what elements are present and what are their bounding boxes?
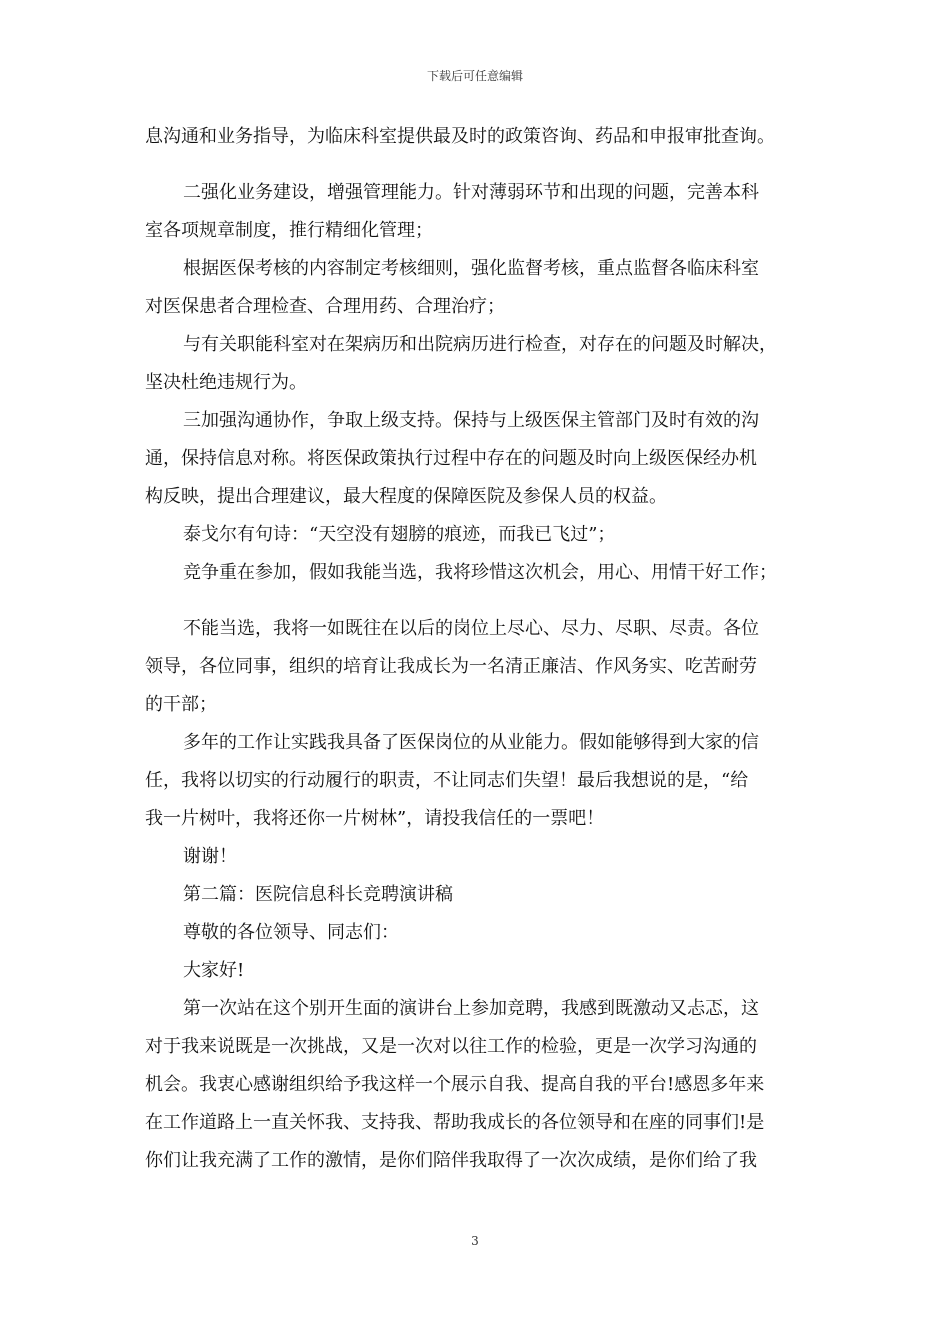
text-line: 根据医保考核的内容制定考核细则，强化监督考核，重点监督各临床科室	[183, 258, 759, 279]
document-body	[145, 118, 825, 1180]
text-line: 谢谢！	[183, 846, 237, 867]
text-line: 不能当选，我将一如既往在以后的岗位上尽心、尽力、尽职、尽责。各位	[183, 618, 759, 639]
paragraph-gap	[145, 156, 825, 174]
text-line: 大家好!	[183, 960, 245, 981]
text-line: 的干部；	[145, 694, 217, 715]
text-line: 领导，各位同事，组织的培育让我成长为一名清正廉洁、作风务实、吃苦耐劳	[145, 656, 757, 677]
page-number: 3	[471, 1234, 479, 1248]
text-line: 多年的工作让实践我具备了医保岗位的从业能力。假如能够得到大家的信	[183, 732, 759, 753]
text-line: 与有关职能科室对在架病历和出院病历进行检查，对存在的问题及时解决，	[183, 334, 777, 355]
text-line: 机会。我衷心感谢组织给予我这样一个展示自我、提高自我的平台!感恩多年来	[145, 1074, 765, 1095]
text-line: 通，保持信息对称。将医保政策执行过程中存在的问题及时向上级医保经办机	[145, 448, 757, 469]
text-line: 息沟通和业务指导，为临床科室提供最及时的政策咨询、药品和申报审批查询。	[145, 126, 775, 147]
text-line: 任，我将以切实的行动履行的职责，不让同志们失望！最后我想说的是，“给	[145, 770, 749, 791]
text-line: 对于我来说既是一次挑战，又是一次对以往工作的检验，更是一次学习沟通的	[145, 1036, 757, 1057]
text-line: 二强化业务建设，增强管理能力。针对薄弱环节和出现的问题，完善本科	[183, 182, 759, 203]
paragraph-gap	[145, 592, 825, 610]
text-line: 泰戈尔有句诗：“天空没有翅膀的痕迹，而我已飞过”；	[183, 524, 616, 545]
text-line: 在工作道路上一直关怀我、支持我、帮助我成长的各位领导和在座的同事们!是	[145, 1112, 765, 1133]
text-line: 你们让我充满了工作的激情，是你们陪伴我取得了一次次成绩，是你们给了我	[145, 1150, 757, 1171]
text-line: 对医保患者合理检查、合理用药、合理治疗；	[145, 296, 505, 317]
text-line: 三加强沟通协作，争取上级支持。保持与上级医保主管部门及时有效的沟	[183, 410, 759, 431]
text-line: 我一片树叶，我将还你一片树林”，请投我信任的一票吧！	[145, 808, 605, 829]
text-line: 坚决杜绝违规行为。	[145, 372, 307, 393]
section-title: 第二篇：医院信息科长竞聘演讲稿	[183, 884, 453, 905]
text-line: 室各项规章制度，推行精细化管理；	[145, 220, 433, 241]
text-line: 第一次站在这个别开生面的演讲台上参加竞聘，我感到既激动又忐忑，这	[183, 998, 759, 1019]
text-line: 竞争重在参加，假如我能当选，我将珍惜这次机会，用心、用情干好工作；	[183, 562, 777, 583]
page-header: 下载后可任意编辑	[426, 69, 523, 83]
text-line: 构反映，提出合理建议，最大程度的保障医院及参保人员的权益。	[145, 486, 667, 507]
text-line: 尊敬的各位领导、同志们：	[183, 922, 399, 943]
